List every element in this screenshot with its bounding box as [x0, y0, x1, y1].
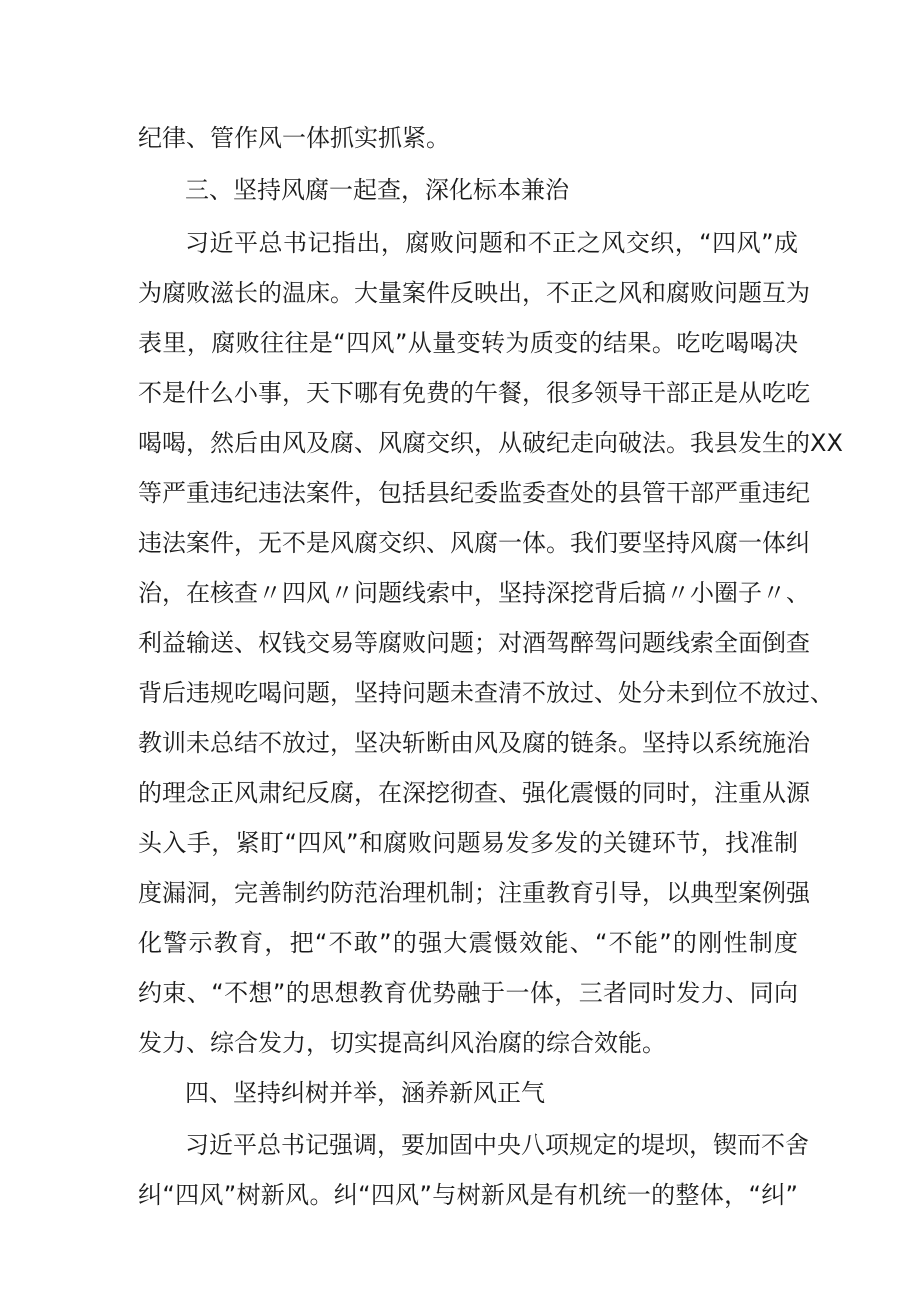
paragraph-line: 为腐败滋长的温床。大量案件反映出，不正之风和腐败问题互为: [138, 279, 810, 307]
paragraph-line: 发力、综合发力，切实提高纠风治腐的综合效能。: [138, 1029, 666, 1057]
paragraph-line: 治，在核查〃四风〃问题线索中，坚持深挖背后搞〃小圈子〃、: [138, 579, 810, 607]
paragraph-line: 等严重违纪违法案件，包括县纪委监委查处的县管干部严重违纪: [138, 479, 810, 507]
paragraph-line: 习近平总书记指出，腐败问题和不正之风交织，“四风”成: [185, 229, 798, 257]
section-heading-four: 四、坚持纠树并举，涵养新风正气: [185, 1079, 545, 1107]
paragraph-line: 纠“四风”树新风。纠“四风”与树新风是有机统一的整体，“纠”: [138, 1181, 798, 1209]
paragraph-line: 纪律、管作风一体抓实抓紧。: [138, 124, 450, 152]
paragraph-line: 约束、“不想”的思想教育优势融于一体，三者同时发力、同向: [138, 979, 798, 1007]
paragraph-line: 度漏洞，完善制约防范治理机制；注重教育引导，以典型案例强: [138, 879, 810, 907]
paragraph-line: 教训未总结不放过，坚决斩断由风及腐的链条。坚持以系统施治: [138, 729, 810, 757]
paragraph-line: 头入手，紧盯“四风”和腐败问题易发多发的关键环节，找准制: [138, 829, 798, 857]
section-heading-three: 三、坚持风腐一起查，深化标本兼治: [185, 176, 569, 204]
paragraph-line: 喝喝，然后由风及腐、风腐交织，从破纪走向破法。我县发生的XX: [138, 429, 843, 457]
paragraph-line: 背后违规吃喝问题，坚持问题未查清不放过、处分未到位不放过、: [138, 679, 834, 707]
paragraph-line: 利益输送、权钱交易等腐败问题；对酒驾醉驾问题线索全面倒查: [138, 629, 810, 657]
paragraph-line: 表里，腐败往往是“四风”从量变转为质变的结果。吃吃喝喝决: [138, 329, 798, 357]
paragraph-line: 违法案件，无不是风腐交织、风腐一体。我们要坚持风腐一体纠: [138, 529, 810, 557]
paragraph-line: 习近平总书记强调，要加固中央八项规定的堤坝，锲而不舍: [185, 1131, 809, 1159]
paragraph-line: 化警示教育，把“不敢”的强大震慑效能、“不能”的刚性制度: [138, 929, 798, 957]
paragraph-line: 不是什么小事，天下哪有免费的午餐，很多领导干部正是从吃吃: [138, 379, 810, 407]
paragraph-line: 的理念正风肃纪反腐，在深挖彻查、强化震慑的同时，注重从源: [138, 779, 810, 807]
